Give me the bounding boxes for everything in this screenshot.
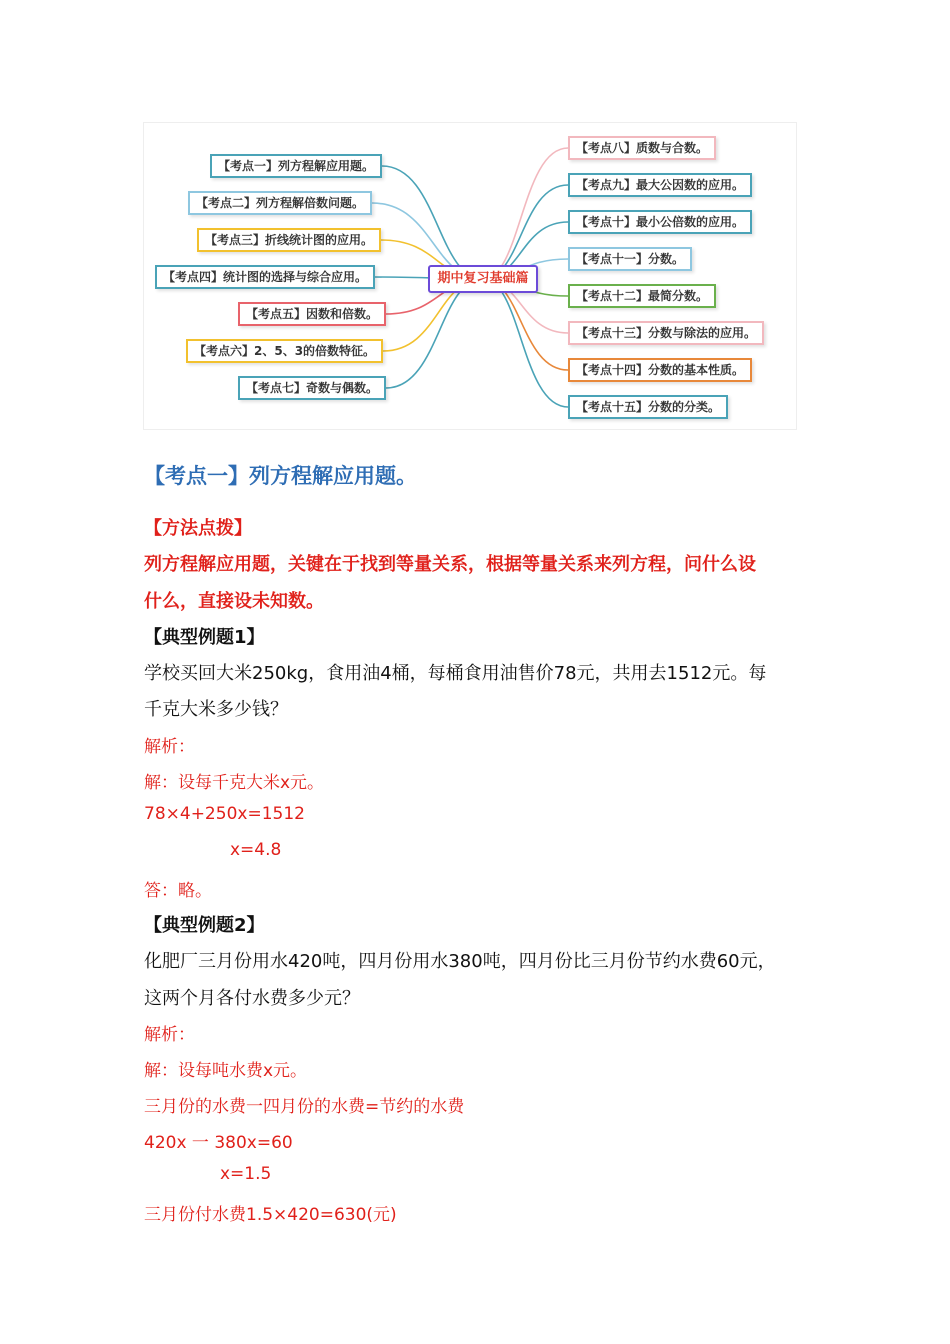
mindmap-node-6: 【考点六】2、5、3的倍数特征。 <box>186 339 383 363</box>
example1-heading: 【典型例题1】 <box>144 627 265 648</box>
section-title: 【考点一】列方程解应用题。 <box>144 464 417 488</box>
example2-relation: 三月份的水费一四月份的水费=节约的水费 <box>144 1097 465 1117</box>
example1-question-line-1: 学校买回大米250kg，食用油4桶，每桶食用油售价78元，共用去1512元。每 <box>144 663 767 684</box>
mindmap-node-1: 【考点一】列方程解应用题。 <box>210 154 382 178</box>
example2-question-line-1: 化肥厂三月份用水420吨，四月份用水380吨，四月份比三月份节约水费60元， <box>144 951 776 972</box>
example2-solution-line-1: 解：设每吨水费x元。 <box>144 1061 308 1081</box>
mindmap-node-8: 【考点八】质数与合数。 <box>568 136 716 160</box>
example2-equation: 420x 一 380x=60 <box>144 1133 293 1153</box>
mindmap-node-3: 【考点三】折线统计图的应用。 <box>197 228 381 252</box>
mindmap-node-14: 【考点十四】分数的基本性质。 <box>568 358 752 382</box>
mindmap-node-5: 【考点五】因数和倍数。 <box>238 302 386 326</box>
example1-question-line-2: 千克大米多少钱？ <box>144 699 288 720</box>
mindmap <box>143 122 797 430</box>
example2-calculation: 三月份付水费1.5×420=630(元) <box>144 1205 397 1225</box>
example2-heading: 【典型例题2】 <box>144 915 265 936</box>
example1-result: x=4.8 <box>230 840 282 860</box>
example1-analysis-label: 解析： <box>144 737 195 757</box>
mindmap-node-4: 【考点四】统计图的选择与综合应用。 <box>155 265 375 289</box>
method-text-line-2: 什么，直接设未知数。 <box>144 591 324 612</box>
mindmap-node-15: 【考点十五】分数的分类。 <box>568 395 728 419</box>
mindmap-node-9: 【考点九】最大公因数的应用。 <box>568 173 752 197</box>
mindmap-node-13: 【考点十三】分数与除法的应用。 <box>568 321 764 345</box>
example1-equation: 78×4+250x=1512 <box>144 804 305 824</box>
mindmap-center: 期中复习基础篇 <box>428 265 538 293</box>
mindmap-node-12: 【考点十二】最简分数。 <box>568 284 716 308</box>
mindmap-node-11: 【考点十一】分数。 <box>568 247 692 271</box>
mindmap-node-10: 【考点十】最小公倍数的应用。 <box>568 210 752 234</box>
example1-solution-line-1: 解：设每千克大米x元。 <box>144 773 325 793</box>
mindmap-node-7: 【考点七】奇数与偶数。 <box>238 376 386 400</box>
method-heading: 【方法点拨】 <box>144 518 252 539</box>
connector-7 <box>386 279 483 388</box>
mindmap-node-2: 【考点二】列方程解倍数问题。 <box>188 191 372 215</box>
connector-1 <box>382 166 483 279</box>
method-text-line-1: 列方程解应用题，关键在于找到等量关系，根据等量关系来列方程，问什么设 <box>144 554 756 575</box>
example2-question-line-2: 这两个月各付水费多少元？ <box>144 988 360 1009</box>
example2-result: x=1.5 <box>220 1164 272 1184</box>
example2-analysis-label: 解析： <box>144 1025 195 1045</box>
connector-15 <box>483 279 568 407</box>
example1-answer: 答：略。 <box>144 881 212 901</box>
